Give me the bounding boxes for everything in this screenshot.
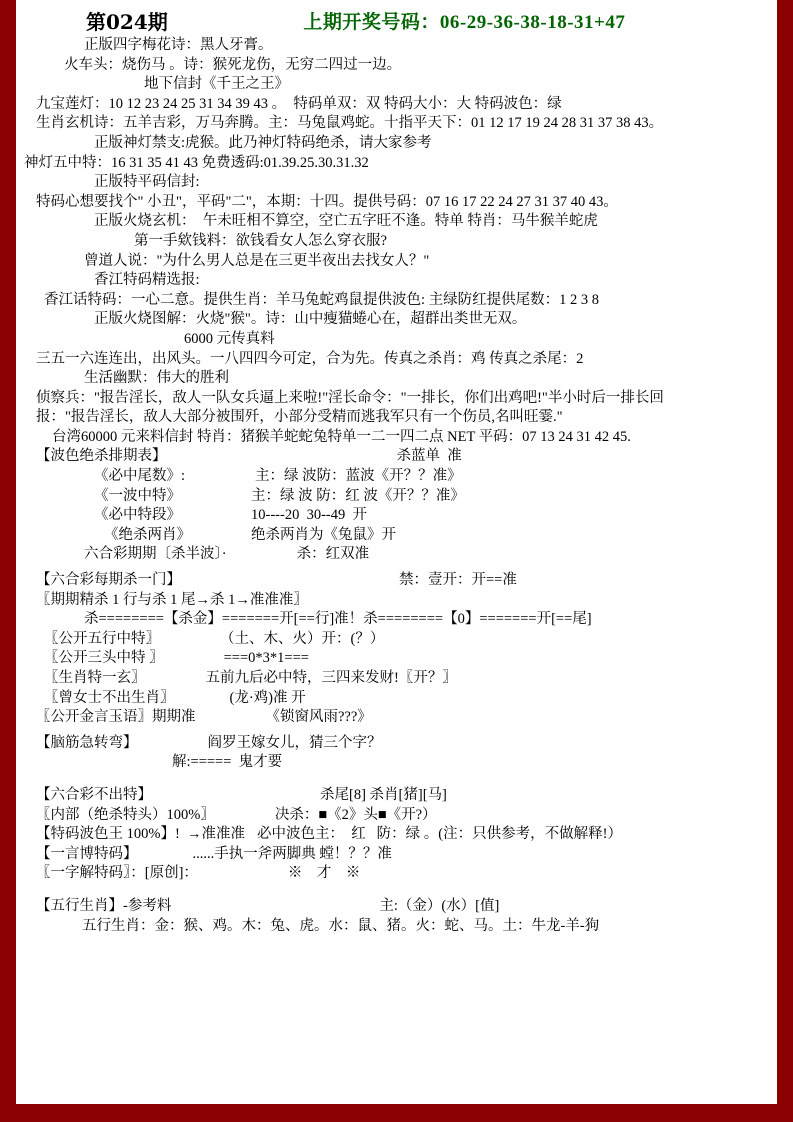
row-left-text: 【特码波色王 100%】! →准准准 (36, 826, 246, 843)
text-line: 九宝莲灯：10 12 23 24 25 31 34 39 43 。 特码单双：双 特码大小：大 特码波色：绿 (36, 95, 562, 112)
left-border-bar (0, 0, 16, 1122)
text-line: 侦察兵："报告淫长，敌人一队女兵逼上来啦!"淫长命令："一排长，你们出鸡吧!"半小时后一排长回 (36, 389, 664, 406)
section-row (24, 689, 769, 709)
text-line: 第一手欸钱料：欲钱看女人怎么穿衣服? (134, 232, 387, 249)
issue-number: 第024期 (86, 9, 168, 34)
row-right-text: (龙·鸡)准 开 (229, 689, 306, 706)
section-row (24, 545, 769, 565)
row-right-text: 决杀：■《2》头■《开?） (274, 806, 437, 823)
section-row (24, 571, 769, 591)
row-left-text: 《必中特段》 (94, 507, 181, 524)
row-right-text: 绝杀两肖为《兔鼠》开 (251, 526, 396, 543)
row-right-text: 解:===== 鬼才要 (172, 754, 283, 771)
section-row (24, 845, 769, 865)
section-row (24, 897, 769, 917)
row-left-text: 〖公开金言玉语〗期期准 (36, 709, 196, 726)
document-content (16, 0, 777, 1104)
row-right-text: 杀蓝单 准 (396, 448, 462, 465)
section-row (24, 917, 769, 937)
row-left-text: 〖公开三头中特 〗 (44, 650, 164, 667)
row-right-text: 禁：壹开：开==准 (399, 572, 517, 589)
row-right-text: 主：绿 波 防：红 波《开？？准》 (251, 487, 465, 504)
section-row (24, 806, 769, 826)
draw-numbers: 06-29-36-38-18-31+47 (439, 11, 626, 33)
text-line: 正版火烧图解：火烧"猴"。诗：山中瘦猫蜷心在，超群出类世无双。 (94, 311, 527, 328)
row-right-text: 《锁窗风雨???》 (265, 709, 372, 726)
section-row (24, 526, 769, 546)
text-body (24, 36, 769, 936)
spacer (24, 884, 769, 897)
section-row (24, 591, 769, 611)
text-line: 正版四字梅花诗：黑人牙膏。 (84, 37, 273, 53)
row-left-text: 【一言博特码】 (36, 845, 138, 862)
section-row (24, 825, 769, 845)
last-draw-numbers (168, 7, 769, 34)
row-right-text: 阎罗王嫁女儿，猜三个字？ (207, 734, 382, 751)
text-line: 正版特平码信封: (94, 174, 200, 191)
text-line: 地下信封《千王之王》 (144, 76, 289, 93)
section-row (24, 630, 769, 650)
row-left-text: 〖内部（绝杀特头）100%〗 (36, 806, 215, 823)
text-line: 香江特码精选报: (94, 272, 200, 289)
row-right-text: 必中波色主： 红 防：绿 。(注：只供参考，不做解释!） (257, 826, 622, 843)
row-left-text: 六合彩期期〔杀半波〕· (84, 546, 227, 563)
row-right-text: ※ 才 ※ (287, 865, 361, 882)
section-row (24, 610, 769, 630)
draw-label: 上期开奖号码： (303, 11, 440, 33)
section-row (24, 669, 769, 689)
text-line: 香江话特码：一心二意。提供生肖：羊马兔蛇鸡鼠提供波色: 主绿防红提供尾数：1 2 3 8 (44, 291, 600, 308)
row-left-text: 〖生肖特一玄〗 (44, 670, 146, 686)
section-row (24, 487, 769, 507)
section-block (24, 728, 769, 773)
row-right-text: 五前九后必中特，三四来发财!〖开？〗 (205, 670, 457, 686)
section-title: 【六合彩不出特】 (36, 786, 152, 803)
right-border-bar (777, 0, 793, 1122)
section-row (24, 753, 769, 773)
row-left-text: 五行生肖：金：猴、鸡。木：兔、虎。水：鼠、猪。火：蛇、马。土：牛龙-羊-狗 (82, 917, 600, 934)
row-right-text: 10----20 30--49 开 (251, 507, 367, 524)
text-line: 特码心想要找个" 小丑"，平码"二"，本期：十四。提供号码：07 16 17 22 24 27 31 37 40 43。 (36, 193, 618, 210)
text-line: 三五一六连连出，出风头。一八四四今可定，合为先。传真之杀肖：鸡 传真之杀尾：2 (36, 350, 584, 367)
section-row (24, 649, 769, 669)
row-right-text: 主：绿 波防：蓝波《开？？准》 (255, 468, 462, 485)
text-line: 报："报告淫长，敌人大部分被围歼，小部分受精而逃我军只有一个伤员,名叫旺霎." (36, 409, 563, 426)
row-left-text: 杀========【杀金】=======开[==行]准！杀========【0】=======开[==尾] (84, 611, 592, 628)
text-line: 火车头：烧伤马 。诗：猴死龙伤，无穷二四过一边。 (64, 56, 402, 73)
section-block (24, 447, 769, 565)
section-row (24, 786, 769, 806)
section-row (24, 447, 769, 467)
section-row (24, 734, 769, 754)
section-block (24, 884, 769, 936)
section-row (24, 467, 769, 487)
row-left-text: 《必中尾数》: (94, 468, 186, 485)
bottom-border-bar (0, 1104, 793, 1122)
section-block (24, 773, 769, 884)
section-title: 【波色绝杀排期表】 (36, 448, 167, 465)
section-title: 【六合彩每期杀一门】 (36, 572, 181, 589)
text-line: 正版火烧玄机： 午未旺相不算空，空亡五字旺不逢。特单 特肖：马牛猴羊蛇虎 (94, 213, 598, 230)
section-row (24, 864, 769, 884)
row-right-text: ===0*3*1=== (223, 650, 309, 667)
text-line: 正版神灯禁支:虎猴。此乃神灯特码绝杀，请大家参考 (94, 134, 432, 151)
text-line: 生肖玄机诗：五羊吉彩，万马奔腾。主：马兔鼠鸡蛇。十指平天下：01 12 17 19 24 28 31 37 38 43。 (36, 115, 664, 132)
section-row (24, 506, 769, 526)
row-left-text: 〖曾女士不出生肖〗 (44, 689, 175, 706)
row-right-text: 主:（金）(水）[值] (379, 897, 500, 914)
spacer (24, 773, 769, 786)
text-line: 台湾60000 元来料信封 特肖：猪猴羊蛇蛇兔特单一二一四二点 NET 平码：07 13 24 31 42 45. (52, 428, 631, 445)
row-left-text: 《绝杀两肖》 (104, 526, 191, 543)
section-title: 【五行生肖】-参考料 (36, 897, 172, 914)
row-right-text: ......手执一斧两脚典 螳！？？准 (192, 845, 392, 862)
section-block (24, 565, 769, 728)
text-line: 6000 元传真料 (184, 330, 275, 347)
document-header (24, 6, 769, 34)
row-right-text: （土、木、火）开：(？） (220, 630, 385, 647)
section-title: 【脑筋急转弯】 (36, 734, 138, 751)
row-left-text: 〖期期精杀 1 行与杀 1 尾→杀 1→准准准〗 (36, 591, 308, 608)
row-right-text: 杀：红双准 (296, 546, 370, 563)
row-right-text: 杀尾[8] 杀肖[猪][马] (320, 786, 447, 803)
row-left-text: 《一波中特》 (94, 487, 181, 504)
row-left-text: 〖公开五行中特〗 (44, 630, 160, 647)
text-line: 生活幽默：伟大的胜利 (84, 370, 229, 387)
text-line: 曾道人说："为什么男人总是在三更半夜出去找女人？" (84, 252, 430, 269)
section-row (24, 708, 769, 728)
row-left-text: 〖一字解特码〗：[原创]： (36, 865, 198, 882)
text-line: 神灯五中特：16 31 35 41 43 免费透码:01.39.25.30.31.32 (24, 154, 369, 171)
